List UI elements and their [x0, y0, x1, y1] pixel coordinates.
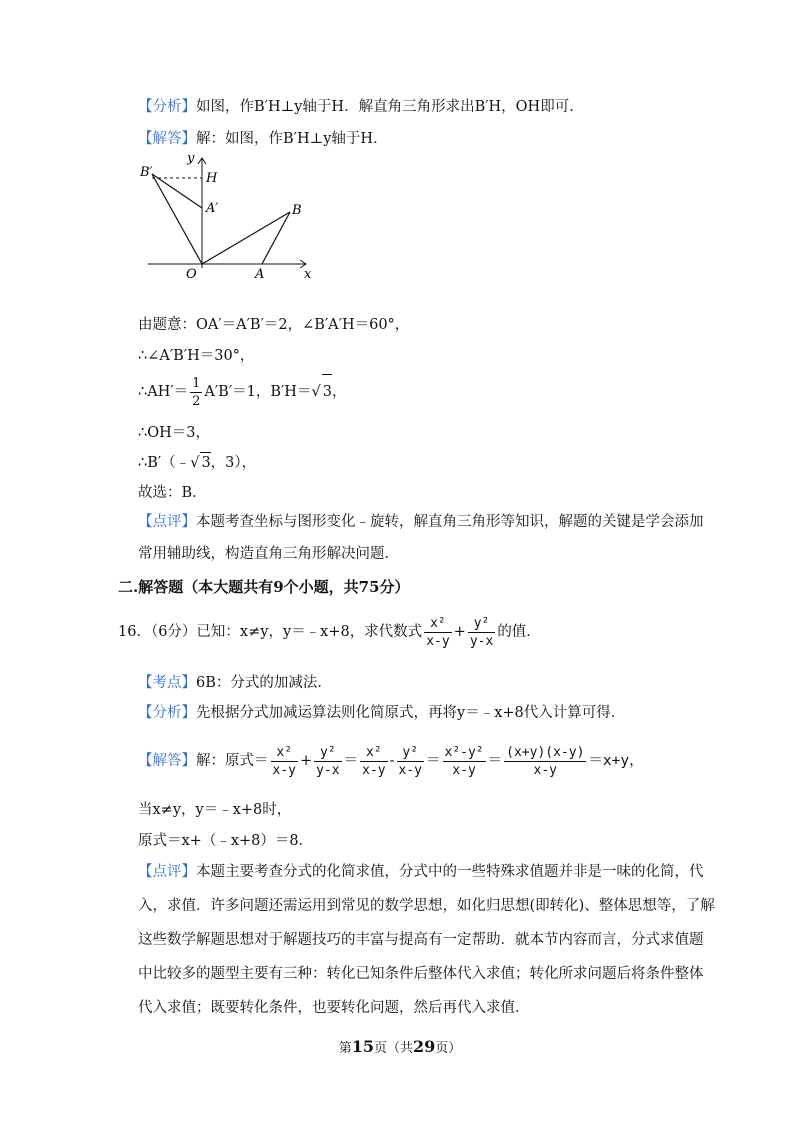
analysis-text: 如图，作B′H⊥y轴于H．解直角三角形求出B′H，OH即可．	[196, 99, 584, 115]
segment-ob	[202, 212, 290, 264]
segment-ob-prime	[152, 174, 202, 264]
comment-tag: 【点评】	[138, 514, 196, 530]
kaodian-line: 【考点】6B：分式的加减法．	[138, 675, 332, 691]
comment-2-line-4: 中比较多的题型主要有三种：转化已知条件后整体代入求值；转化所求问题后将条件整体	[138, 966, 704, 982]
answer-text: 解：如图，作B′H⊥y轴于H．	[196, 131, 388, 147]
frac-e: $\frac{\text{x²-y²}}{x-y}$	[444, 744, 484, 778]
fraction-half: $\frac{1}{2}$	[192, 375, 201, 409]
step-3: ∴AH′＝ $\frac{1}{2}$ A′B′＝1，B′H＝√ 3，	[138, 375, 347, 409]
step-1: 由题意：OA′＝A′B′＝2，∠B′A′H＝60°，	[138, 317, 410, 333]
answer-2-line: 【解答】解：原式＝ $\frac{\text{x²}}{x-y}$ + $\frac{\text{y²}}{y-x}$ ＝ $\frac{\text{x²}}{x-y}$ - $\frac{\text{y²}}{x-y}$ ＝ $\frac{\text{x²-y²}}{x-y}$ ＝ $\frac{(x+y)(x-y)}{x-y}$ ＝x+y，	[138, 744, 644, 778]
comment-2-line-1: 【点评】本题主要考查分式的化简求值，分式中的一些特殊求值题并非是一味的化简，代	[138, 864, 704, 880]
choice-line: 故选：B．	[138, 485, 207, 501]
label-a: A	[255, 267, 265, 280]
label-h: H	[206, 171, 218, 186]
section-heading: 二.解答题（本大题共有9个小题，共75分）	[118, 578, 410, 596]
frac-a: $\frac{\text{x²}}{x-y}$	[272, 744, 296, 778]
answer-tag: 【解答】	[138, 131, 196, 147]
analysis-2-tag: 【分析】	[138, 705, 196, 721]
frac-d: $\frac{\text{y²}}{x-y}$	[398, 744, 422, 778]
frac-c: $\frac{\text{x²}}{x-y}$	[362, 744, 386, 778]
step-2: ∴∠A′B′H＝30°，	[138, 348, 255, 364]
kaodian-tag: 【考点】	[138, 675, 196, 691]
segment-b-prime-a-prime	[152, 174, 202, 208]
label-o: O	[186, 267, 197, 280]
coordinate-figure	[138, 150, 318, 280]
label-y: y	[187, 151, 195, 166]
frac-b: $\frac{\text{y²}}{y-x}$	[316, 744, 340, 778]
step-4: ∴OH＝3，	[138, 425, 210, 441]
analysis-tag: 【分析】	[138, 99, 196, 115]
comment-line-1: 【点评】本题考查坐标与图形变化﹣旋转，解直角三角形等知识，解题的关键是学会添加	[138, 514, 704, 530]
label-x: x	[304, 267, 312, 280]
page-total: 29	[413, 1037, 436, 1056]
sqrt-3: 3	[322, 374, 332, 409]
analysis-2-line: 【分析】先根据分式加减运算法则化简原式，再将y＝﹣x+8代入计算可得．	[138, 705, 626, 721]
sqrt-3-b: 3	[200, 452, 210, 473]
comment-2-line-3: 这些数学解题思想对于解题技巧的丰富与提高有一定帮助．就本节内容而言，分式求值题	[138, 932, 704, 948]
label-b: B	[292, 203, 302, 218]
frac-f: $\frac{(x+y)(x-y)}{x-y}$	[506, 744, 585, 778]
comment-line-2: 常用辅助线，构造直角三角形解决问题．	[138, 546, 399, 562]
page-footer: 第15页（共29页）	[338, 1037, 462, 1056]
answer-2-tag: 【解答】	[138, 753, 196, 769]
fraction-y2: $\frac{\text{y²}}{y-x}$	[469, 615, 494, 649]
comment-2-line-2: 入，求值．许多问题还需运用到常见的数学思想，如化归思想(即转化)、整体思想等，了解	[138, 898, 715, 914]
answer-line	[138, 129, 388, 149]
comment-2-line-5: 代入求值；既要转化条件，也要转化问题，然后再代入求值．	[138, 1000, 530, 1016]
label-b-prime: B′	[140, 165, 153, 180]
question-16: 16．（6分）已知：x≠y，y＝﹣x+8，求代数式 $\frac{\text{x²}}{x-y}$ + $\frac{\text{y²}}{y-x}$ 的值．	[118, 615, 541, 649]
analysis-line	[138, 97, 584, 117]
label-a-prime: A′	[206, 201, 219, 216]
comment-2-tag: 【点评】	[138, 864, 196, 880]
step-5: ∴B′（﹣√ 3，3），	[138, 452, 256, 473]
fraction-x2: $\frac{\text{x²}}{x-y}$	[426, 615, 450, 649]
orig-line: 原式＝x+（﹣x+8）＝8．	[138, 833, 314, 849]
page-number: 15	[351, 1037, 374, 1056]
when-line: 当x≠y，y＝﹣x+8时，	[138, 802, 292, 818]
